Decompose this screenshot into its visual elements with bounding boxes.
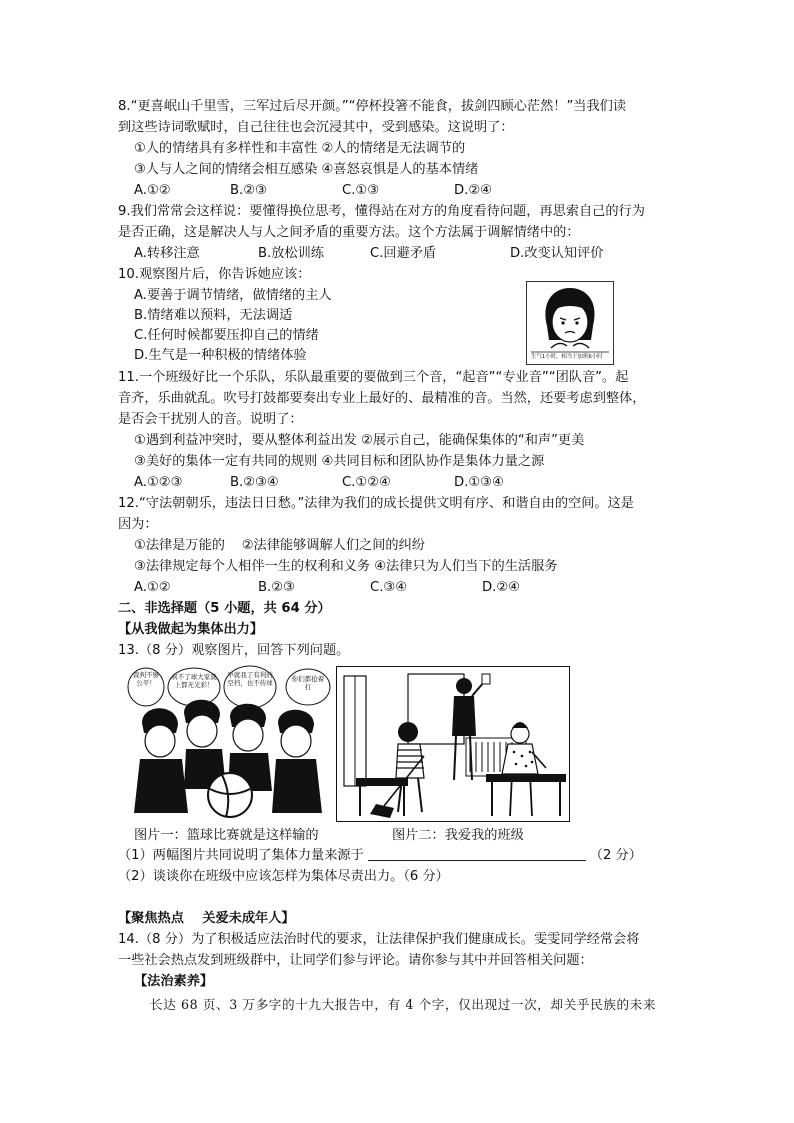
q8-option-b[interactable]: B.②③: [230, 183, 267, 198]
q13-caption-2: 图片二：我爱我的班级: [392, 828, 524, 843]
q13-picture-two: [336, 666, 570, 822]
q14-line2: 一些社会热点发到班级群中，让同学们参与评论。请你参与其中并回答相关问题：: [118, 953, 593, 968]
q13-caption-1: 图片一：篮球比赛就是这样输的: [134, 828, 319, 843]
q12-stmt1: ①法律是万能的 ②法律能够调解人们之间的纠纷: [134, 538, 425, 553]
q8-line2: 到这些诗词歌赋时，自己往往也会沉浸其中，受到感染。这说明了：: [118, 120, 514, 135]
q13-picture-one: [126, 663, 334, 823]
q11-stmt2: ③美好的集体一定有共同的规则 ④共同目标和团队协作是集体力量之源: [134, 454, 545, 469]
q10-option-c[interactable]: C.任何时候都要压抑自己的情绪: [134, 328, 319, 343]
q8-option-c[interactable]: C.①③: [342, 183, 380, 198]
q9-option-c[interactable]: C.回避矛盾: [370, 246, 437, 261]
q8-option-d[interactable]: D.②④: [454, 183, 492, 198]
q11-line2: 音齐，乐曲就乱。吹号打鼓都要奏出专业上最好的、最精准的音。当然，还要考虑到整体，: [118, 391, 646, 406]
q13-sub1: [118, 846, 642, 866]
q14-line1: 14.（8 分）为了积极适应法治时代的要求，让法律保护我们健康成长。雯雯同学经常会将: [118, 932, 640, 947]
q14-tag: 【法治素养】: [134, 974, 214, 989]
q13-sub2: （2）谈谈你在班级中应该怎样为集体尽责出力。（6 分）: [118, 869, 449, 884]
q11-line1: 11.一个班级好比一个乐队，乐队最重要的要做到三个音，“起音”“专业音”“团队音”。起: [118, 370, 629, 385]
q13-bubble-1: 裁判不够公平！: [133, 671, 159, 687]
q13-line1: 13.（8 分）观察图片，回答下列问题。: [118, 643, 350, 658]
classroom-cleaning-illustration: [336, 666, 570, 822]
q13-bubble-4: 你们都抢着打: [291, 675, 325, 691]
q11-line3: 是否会干扰别人的音。说明了：: [118, 412, 303, 427]
q12-option-b[interactable]: B.②③: [258, 580, 295, 595]
section2-title: 二、非选择题（5 小题，共 64 分）: [118, 601, 331, 616]
q10-option-b[interactable]: B.情绪难以预料，无法调适: [134, 308, 293, 323]
q13-sub1-answer-blank[interactable]: [368, 846, 586, 861]
q9-option-d[interactable]: D.改变认知评价: [510, 246, 604, 261]
q10-image-caption: 生气1小时，相当于加班6小时: [531, 354, 603, 360]
q8-line1: 8.“更喜岷山千里雪，三军过后尽开颜。”“停杯投箸不能食，拔剑四顾心茫然！”当我们读: [118, 99, 627, 114]
q11-option-c[interactable]: C.①②④: [342, 475, 391, 490]
q14-line3: 长达 68 页、3 万多字的十九大报告中，有 4 个字，仅出现过一次，却关乎民族的未来: [150, 997, 657, 1012]
q11-stmt1: ①遇到利益冲突时，要从整体利益出发 ②展示自己，能确保集体的“和声”更美: [134, 433, 585, 448]
q12-stmt2: ③法律规定每个人相伴一生的权利和义务 ④法律只为人们当下的生活服务: [134, 559, 558, 574]
q13-sub1-points: （2 分）: [589, 848, 642, 863]
q12-line2: 因为：: [118, 517, 158, 532]
q10-line1: 10.观察图片后，你告诉她应该：: [118, 267, 311, 282]
q11-option-d[interactable]: D.①③④: [454, 475, 504, 490]
q12-option-d[interactable]: D.②④: [482, 580, 520, 595]
section2-subheading: 【从我做起为集体出力】: [118, 622, 264, 637]
q11-option-b[interactable]: B.②③④: [230, 475, 279, 490]
q13-bubble-2: 真不了球大家就上都无光彩！: [171, 673, 217, 689]
q10-option-d[interactable]: D.生气是一种积极的情绪体验: [134, 348, 307, 363]
q8-stmt2: ③人与人之间的情绪会相互感染 ④喜怒哀惧是人的基本情绪: [134, 162, 479, 177]
q9-option-a[interactable]: A.转移注意: [134, 246, 200, 261]
section3-title: 【聚焦热点 关爱未成年人】: [118, 911, 295, 926]
q10-option-a[interactable]: A.要善于调节情绪，做情绪的主人: [134, 288, 332, 303]
q9-option-b[interactable]: B.放松训练: [258, 246, 324, 261]
q12-option-a[interactable]: A.①②: [134, 580, 171, 595]
q9-line2: 是否正确，这是解决人与人之间矛盾的重要方法。这个方法属于调解情绪中的：: [118, 225, 580, 240]
q13-sub1-prompt: （1）两幅图片共同说明了集体力量来源于: [118, 848, 364, 863]
q8-stmt1: ①人的情绪具有多样性和丰富性 ②人的情绪是无法调节的: [134, 141, 466, 156]
q11-option-a[interactable]: A.①②③: [134, 475, 183, 490]
q8-option-a[interactable]: A.①②: [134, 183, 171, 198]
q12-option-c[interactable]: C.③④: [370, 580, 408, 595]
q10-angry-girl-image: [526, 281, 614, 365]
q9-line1: 9.我们常常会这样说：要懂得换位思考，懂得站在对方的角度看待问题，再思索自己的行为: [118, 204, 645, 219]
q13-bubble-3: 早就我了有利的空档，也不传球: [227, 671, 273, 687]
q12-line1: 12.“守法朝朝乐，违法日日愁。”法律为我们的成长提供文明有序、和谐自由的空间。这是: [118, 496, 634, 511]
